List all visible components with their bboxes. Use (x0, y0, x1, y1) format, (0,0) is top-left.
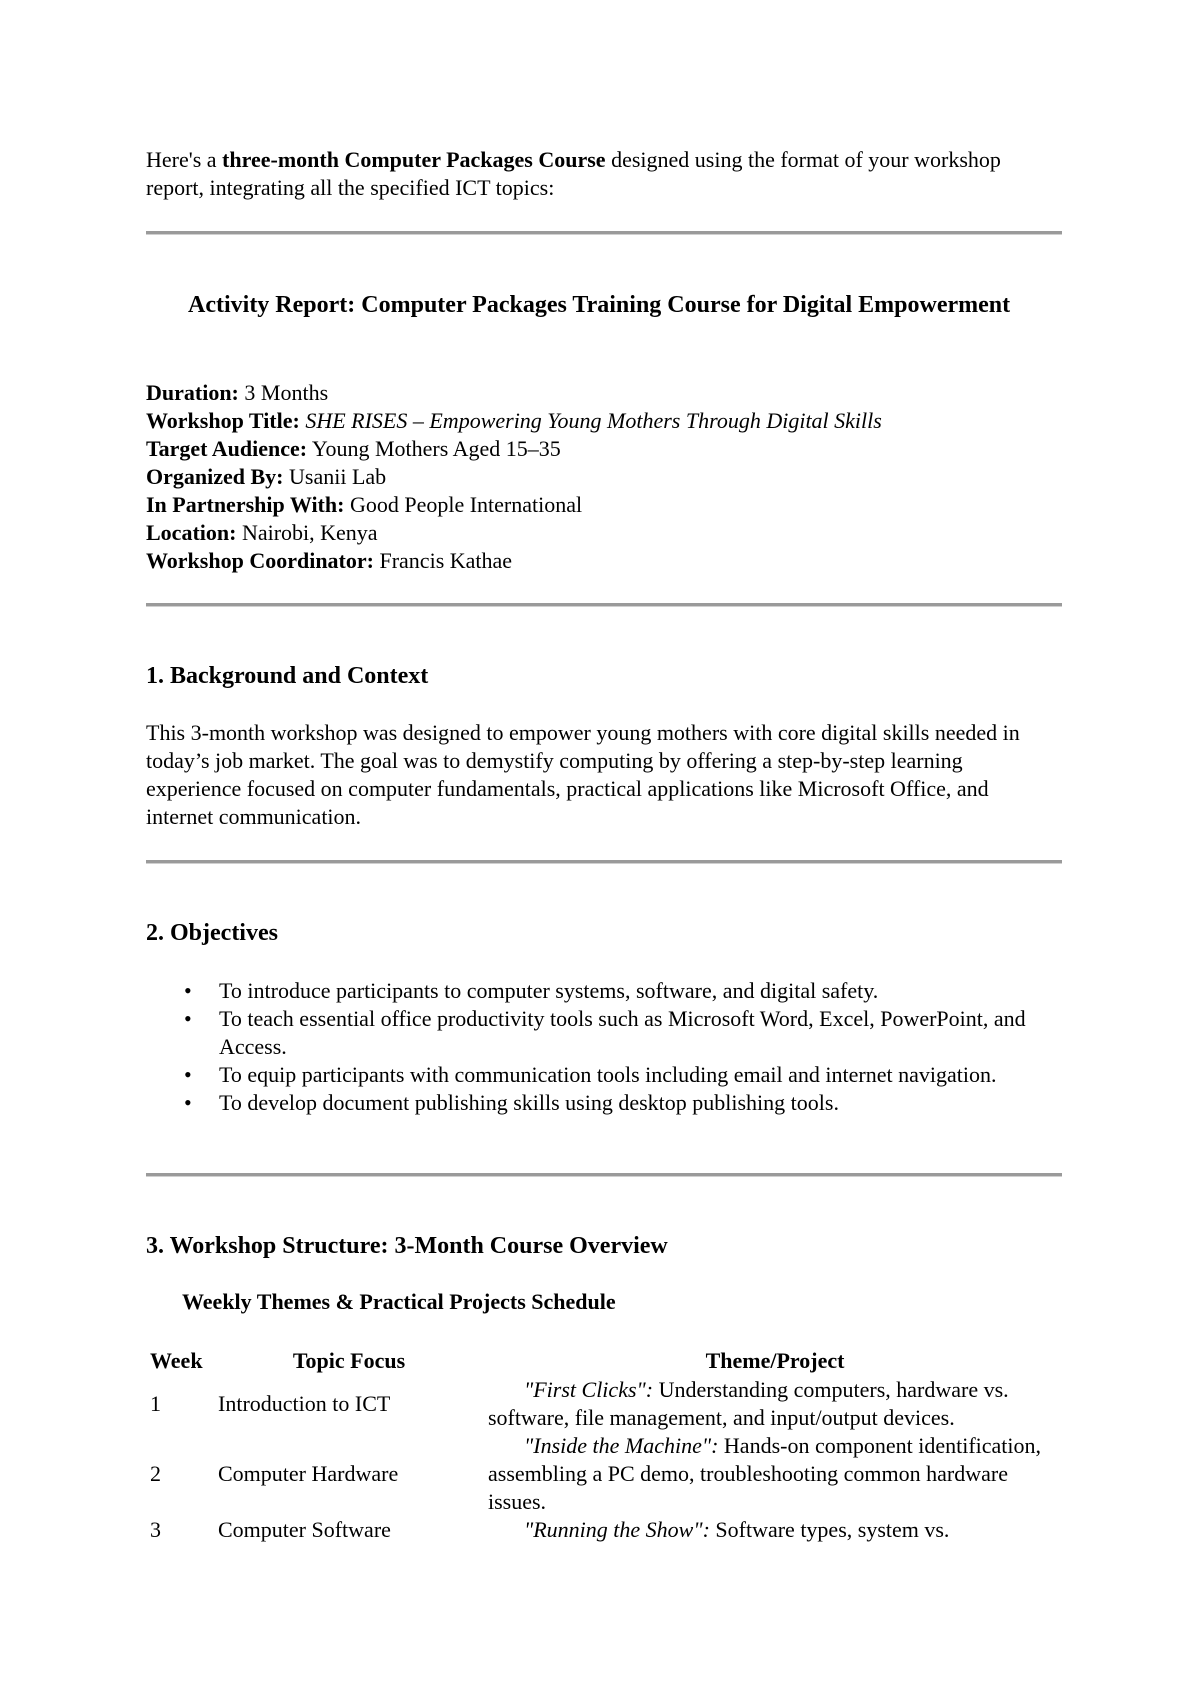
column-header-week: Week (150, 1348, 203, 1373)
list-item (146, 1005, 1046, 1061)
meta-target-audience (146, 435, 1046, 463)
cell-theme (484, 1432, 1066, 1516)
meta-location (146, 519, 1046, 547)
column-header-topic: Topic Focus (292, 1348, 406, 1373)
report-meta-list (146, 379, 1046, 575)
bullet-icon: • (184, 1006, 192, 1031)
bullet-icon: • (184, 1062, 192, 1087)
cell-topic: Computer Hardware (218, 1461, 399, 1486)
meta-coordinator (146, 547, 1046, 575)
structure-heading: 3. Workshop Structure: 3-Month Course Overview (146, 1233, 668, 1259)
horizontal-rule (146, 1173, 1062, 1177)
meta-key: Organized By: (146, 464, 284, 489)
cell-topic: Computer Software (218, 1517, 391, 1542)
table-row (146, 1516, 1066, 1544)
intro-pre: Here's a (146, 147, 223, 172)
background-heading: 1. Background and Context (146, 663, 429, 689)
cell-theme (484, 1516, 1066, 1544)
project-desc: Software types, system vs. (709, 1517, 950, 1542)
list-item (146, 977, 1046, 1005)
document-page (146, 0, 1066, 1696)
objective-text: To introduce participants to computer systems, software, and digital safety. (219, 978, 879, 1003)
meta-key: In Partnership With: (146, 492, 345, 517)
project-desc: Hands-on component identification, assembling a PC demo, troubleshooting common hardware issues. (488, 1433, 1042, 1514)
horizontal-rule (146, 603, 1062, 607)
meta-value: 3 Months (244, 380, 329, 405)
column-header-theme: Theme/Project (705, 1348, 845, 1373)
table-row (146, 1376, 1066, 1432)
meta-key: Workshop Coordinator: (146, 548, 374, 573)
meta-value: Young Mothers Aged 15–35 (311, 436, 561, 461)
list-item (146, 1061, 1046, 1089)
table-header-row (146, 1346, 1066, 1376)
meta-key: Target Audience: (146, 436, 308, 461)
meta-value: Usanii Lab (289, 464, 387, 489)
meta-value: Nairobi, Kenya (241, 520, 378, 545)
meta-value: Good People International (349, 492, 583, 517)
meta-key: Location: (146, 520, 237, 545)
horizontal-rule (146, 860, 1062, 864)
cell-week: 3 (150, 1517, 161, 1542)
meta-partnership (146, 491, 1046, 519)
report-title: Activity Report: Computer Packages Training Course for Digital Empowerment (188, 292, 1011, 318)
objective-text: To teach essential office productivity tools such as Microsoft Word, Excel, PowerPoint, and Access. (219, 1006, 1026, 1059)
meta-key: Workshop Title: (146, 408, 300, 433)
bullet-icon: • (184, 978, 192, 1003)
project-name: "Running the Show": (524, 1517, 710, 1542)
project-name: "First Clicks": (524, 1377, 654, 1402)
intro-paragraph (146, 146, 1046, 202)
objectives-list (146, 977, 1046, 1117)
meta-value: SHE RISES – Empowering Young Mothers Through Digital Skills (305, 408, 882, 433)
objectives-heading: 2. Objectives (146, 920, 278, 946)
cell-week: 2 (150, 1461, 161, 1486)
list-item (146, 1089, 1046, 1117)
objective-text: To develop document publishing skills using desktop publishing tools. (219, 1090, 839, 1115)
meta-duration (146, 379, 1046, 407)
schedule-table (146, 1346, 1066, 1544)
schedule-subheading: Weekly Themes & Practical Projects Schedule (182, 1289, 616, 1314)
intro-post: designed using the format of your workshop report, integrating all the specified ICT topics: (146, 147, 1001, 200)
meta-workshop-title (146, 407, 1046, 435)
cell-topic: Introduction to ICT (218, 1391, 391, 1416)
table-row (146, 1432, 1066, 1516)
cell-theme (484, 1376, 1066, 1432)
objective-text: To equip participants with communication tools including email and internet navigation. (219, 1062, 997, 1087)
background-text: This 3-month workshop was designed to empower young mothers with core digital skills needed in today’s job market. The goal was to demystify computing by offering a step-by-step learning experience focused on computer fundamentals, practical applications like Microsoft Office, and internet communication. (146, 720, 1020, 829)
project-desc: Understanding computers, hardware vs. software, file management, and input/output devices. (488, 1377, 1009, 1430)
meta-organized-by (146, 463, 1046, 491)
project-name: "Inside the Machine": (524, 1433, 719, 1458)
cell-week: 1 (150, 1391, 161, 1416)
intro-bold: three-month Computer Packages Course (222, 147, 606, 172)
meta-key: Duration: (146, 380, 239, 405)
horizontal-rule (146, 231, 1062, 235)
bullet-icon: • (184, 1090, 192, 1115)
meta-value: Francis Kathae (379, 548, 513, 573)
